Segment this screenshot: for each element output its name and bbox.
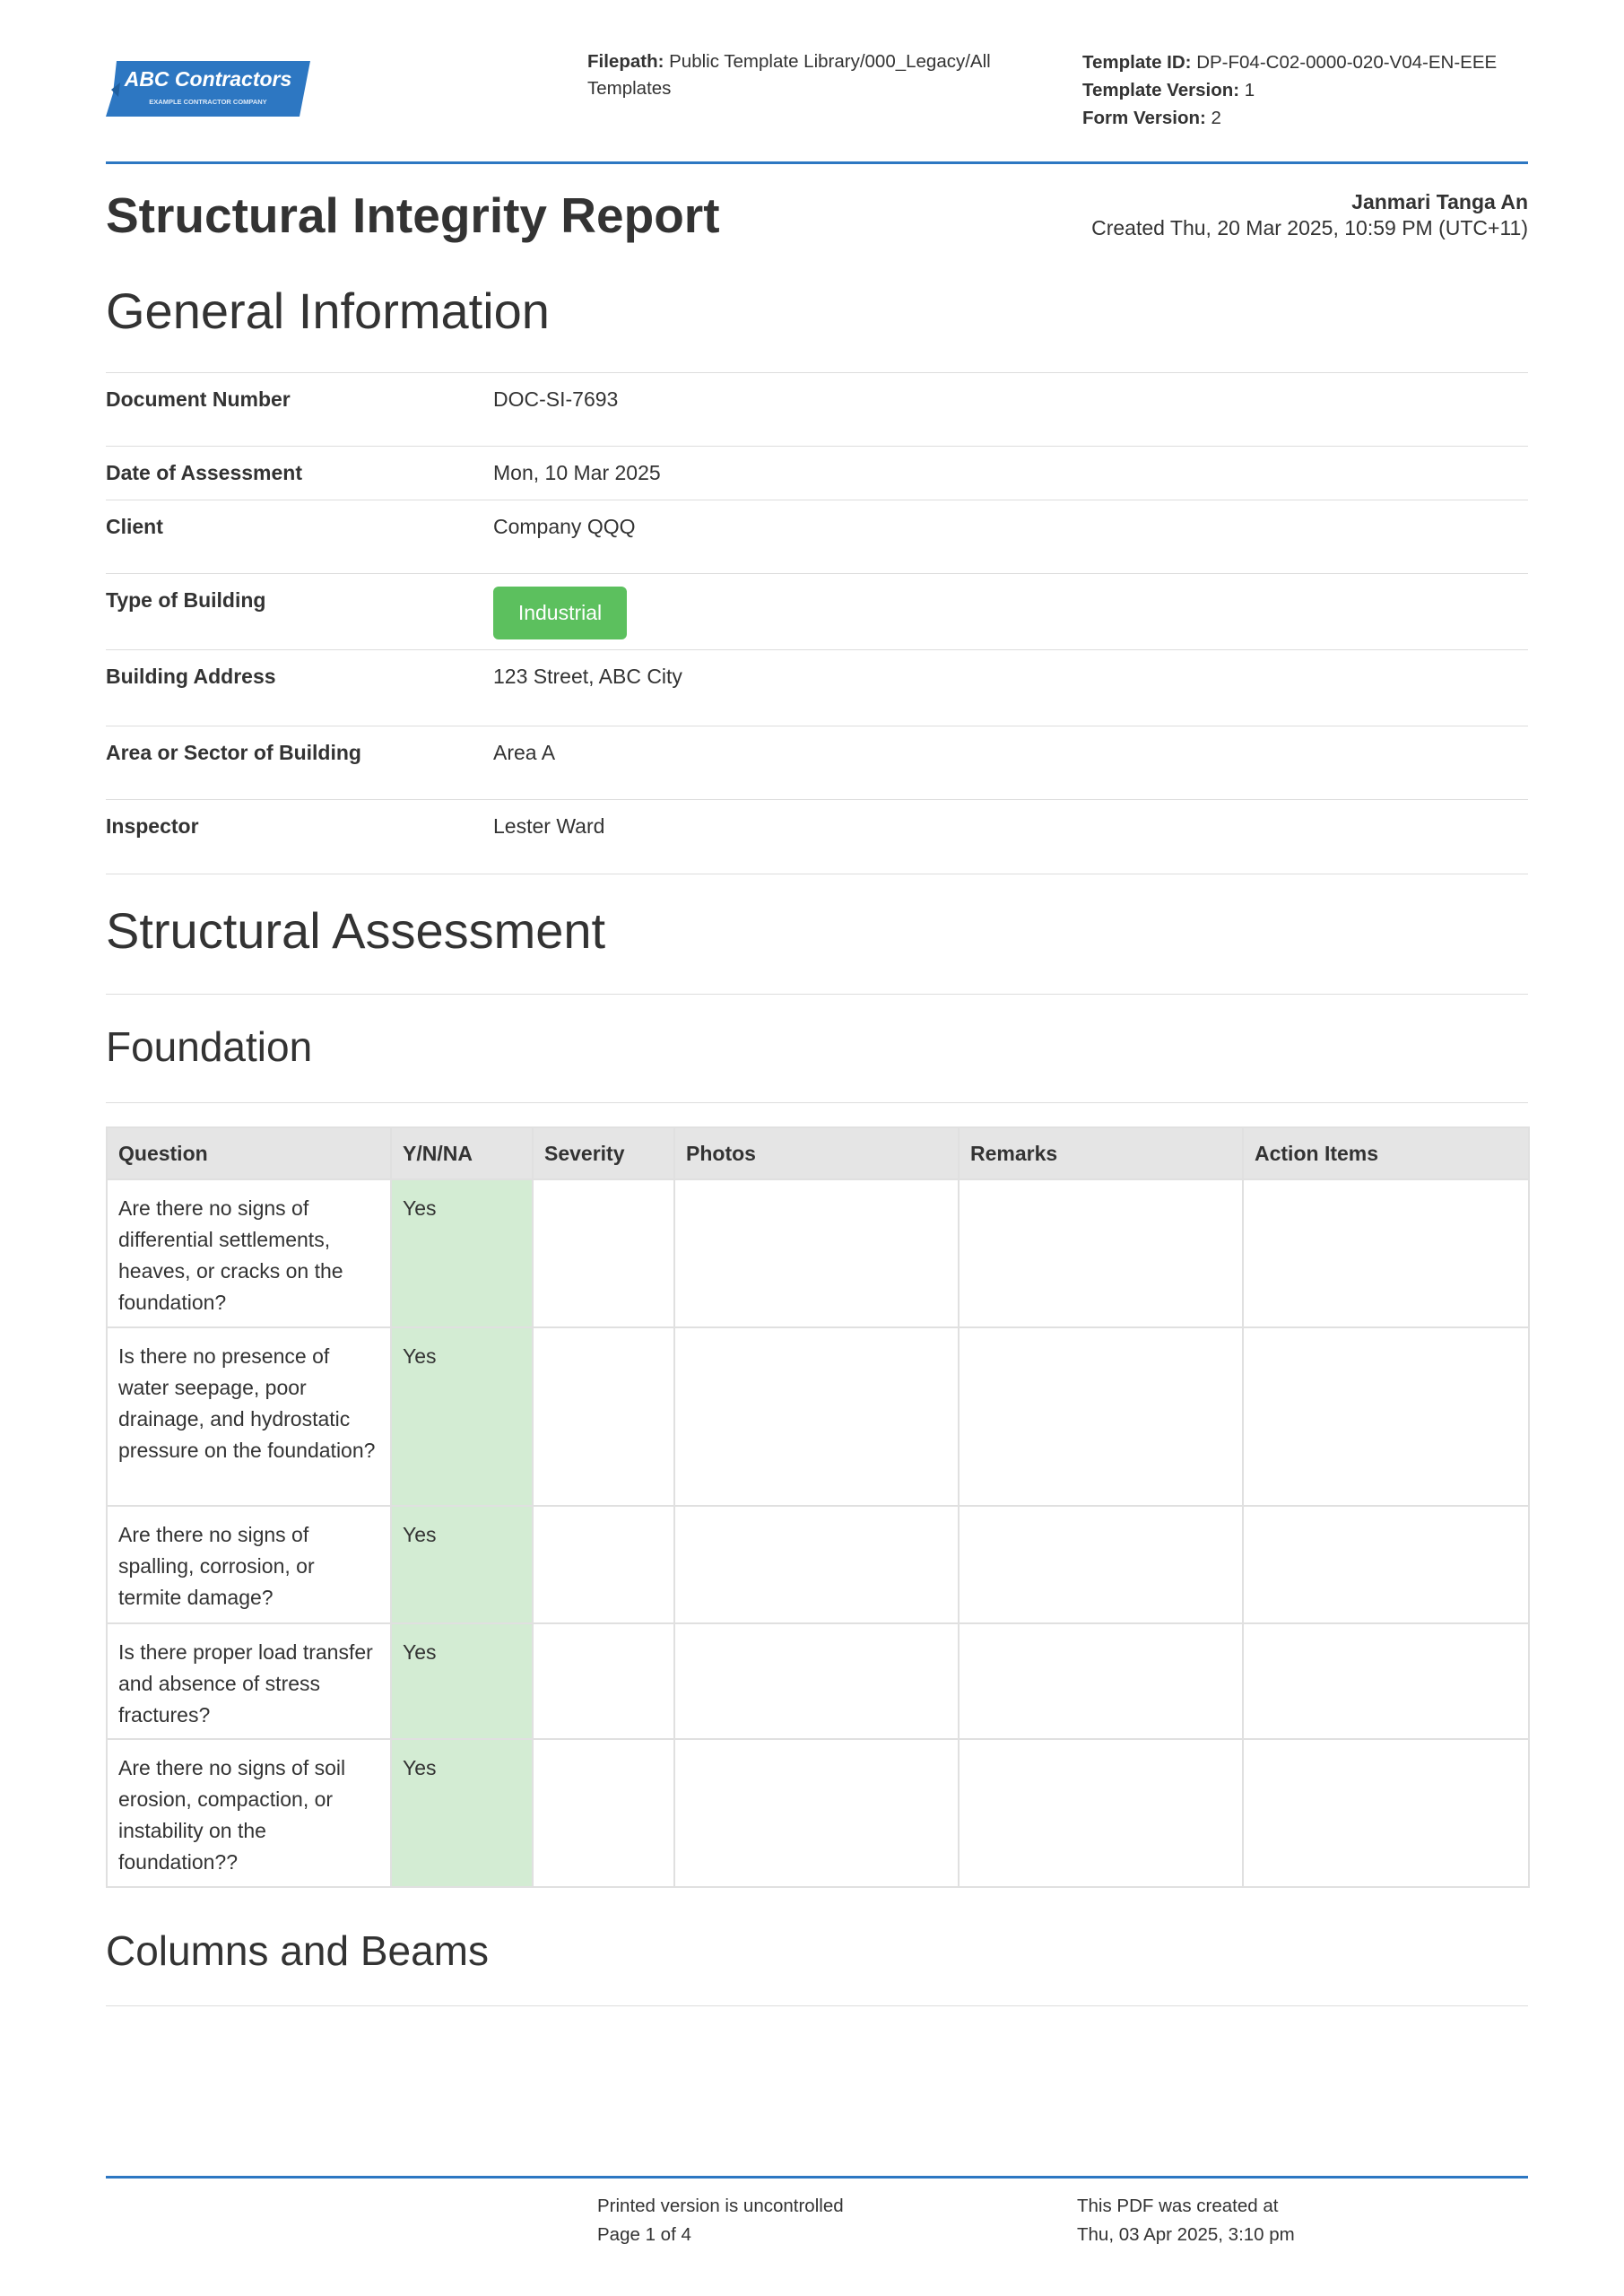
- inspector-value: Lester Ward: [493, 814, 605, 838]
- author-name: Janmari Tanga An: [1351, 190, 1528, 213]
- severity-cell: [533, 1623, 674, 1739]
- severity-cell: [533, 1179, 674, 1327]
- table-row: [107, 1623, 1529, 1739]
- logo-tagline: EXAMPLE CONTRACTOR COMPANY: [149, 98, 267, 106]
- building-address-value: 123 Street, ABC City: [493, 665, 682, 688]
- page-number: Page 1 of 4: [597, 2224, 691, 2245]
- severity-cell: [533, 1739, 674, 1887]
- building-address-label: Building Address: [106, 665, 276, 688]
- report-title: Structural Integrity Report: [106, 187, 720, 243]
- filepath-value: Public Template Library/000_Legacy/All Templates: [587, 51, 991, 99]
- divider: [106, 799, 1528, 800]
- general-information-heading: General Information: [106, 283, 550, 339]
- answer-cell: Yes: [391, 1327, 533, 1506]
- table-header-row: [107, 1127, 1529, 1179]
- table-row: [107, 1327, 1529, 1506]
- created-date: Created Thu, 20 Mar 2025, 10:59 PM (UTC+11): [1091, 216, 1528, 239]
- column-header-severity: Severity: [533, 1127, 674, 1179]
- type-of-building-label: Type of Building: [106, 588, 266, 612]
- form-version-label: Form Version:: [1082, 108, 1206, 128]
- date-of-assessment-value: Mon, 10 Mar 2025: [493, 461, 661, 484]
- action-items-cell: [1243, 1327, 1529, 1506]
- filepath-meta: [587, 48, 1054, 102]
- divider: [106, 372, 1528, 373]
- column-header-question: Question: [107, 1127, 391, 1179]
- remarks-cell: [959, 1506, 1243, 1623]
- logo-company-name: ABC Contractors: [124, 67, 292, 91]
- template-version-value: 1: [1244, 80, 1255, 100]
- action-items-cell: [1243, 1739, 1529, 1887]
- structural-assessment-heading: Structural Assessment: [106, 902, 606, 959]
- footer-divider: [106, 2176, 1528, 2179]
- question-cell: Is there no presence of water seepage, poor drainage, and hydrostatic pressure on the foundation?: [107, 1327, 391, 1506]
- filepath-label: Filepath:: [587, 51, 664, 72]
- divider: [106, 649, 1528, 650]
- remarks-cell: [959, 1327, 1243, 1506]
- table-row: [107, 1739, 1529, 1887]
- pdf-created-label: This PDF was created at: [1077, 2196, 1279, 2216]
- photos-cell: [674, 1506, 959, 1623]
- pdf-created-value: Thu, 03 Apr 2025, 3:10 pm: [1077, 2224, 1295, 2245]
- divider: [106, 994, 1528, 995]
- answer-cell: Yes: [391, 1623, 533, 1739]
- answer-cell: Yes: [391, 1739, 533, 1887]
- remarks-cell: [959, 1179, 1243, 1327]
- severity-cell: [533, 1327, 674, 1506]
- foundation-heading: Foundation: [106, 1023, 313, 1070]
- footer-print-info: [597, 2192, 844, 2249]
- action-items-cell: [1243, 1179, 1529, 1327]
- remarks-cell: [959, 1739, 1243, 1887]
- table-row: [107, 1179, 1529, 1327]
- template-id-value: DP-F04-C02-0000-020-V04-EN-EEE: [1196, 52, 1498, 73]
- photos-cell: [674, 1739, 959, 1887]
- divider: [106, 573, 1528, 574]
- photos-cell: [674, 1179, 959, 1327]
- question-cell: Are there no signs of spalling, corrosion, or termite damage?: [107, 1506, 391, 1623]
- divider: [106, 2005, 1528, 2006]
- building-type-badge: Industrial: [493, 587, 627, 639]
- footer-pdf-info: [1077, 2192, 1295, 2249]
- column-header-photos: Photos: [674, 1127, 959, 1179]
- action-items-cell: [1243, 1623, 1529, 1739]
- area-sector-value: Area A: [493, 741, 556, 764]
- form-version-value: 2: [1211, 108, 1221, 128]
- logo-badge: [106, 57, 314, 120]
- photos-cell: [674, 1327, 959, 1506]
- column-header-remarks: Remarks: [959, 1127, 1243, 1179]
- client-value: Company QQQ: [493, 515, 636, 538]
- column-header-action-items: Action Items: [1243, 1127, 1529, 1179]
- header-divider: [106, 161, 1528, 164]
- uncontrolled-notice: Printed version is uncontrolled: [597, 2196, 844, 2216]
- column-header-answer: Y/N/NA: [391, 1127, 533, 1179]
- client-label: Client: [106, 515, 163, 538]
- date-of-assessment-label: Date of Assessment: [106, 461, 303, 484]
- severity-cell: [533, 1506, 674, 1623]
- divider: [106, 1102, 1528, 1103]
- document-number-label: Document Number: [106, 387, 291, 411]
- photos-cell: [674, 1623, 959, 1739]
- answer-cell: Yes: [391, 1506, 533, 1623]
- columns-and-beams-heading: Columns and Beams: [106, 1927, 489, 1974]
- table-row: [107, 1506, 1529, 1623]
- divider: [106, 446, 1528, 447]
- action-items-cell: [1243, 1506, 1529, 1623]
- template-id-label: Template ID:: [1082, 52, 1192, 73]
- foundation-table: [106, 1126, 1530, 1888]
- template-meta: [1082, 48, 1549, 132]
- area-sector-label: Area or Sector of Building: [106, 741, 361, 764]
- remarks-cell: [959, 1623, 1243, 1739]
- document-number-value: DOC-SI-7693: [493, 387, 619, 411]
- question-cell: Are there no signs of soil erosion, compaction, or instability on the foundation??: [107, 1739, 391, 1887]
- question-cell: Is there proper load transfer and absence of stress fractures?: [107, 1623, 391, 1739]
- company-logo: [106, 57, 314, 120]
- inspector-label: Inspector: [106, 814, 199, 838]
- answer-cell: Yes: [391, 1179, 533, 1327]
- author-block: [1091, 189, 1528, 241]
- question-cell: Are there no signs of differential settlements, heaves, or cracks on the foundation?: [107, 1179, 391, 1327]
- template-version-label: Template Version:: [1082, 80, 1240, 100]
